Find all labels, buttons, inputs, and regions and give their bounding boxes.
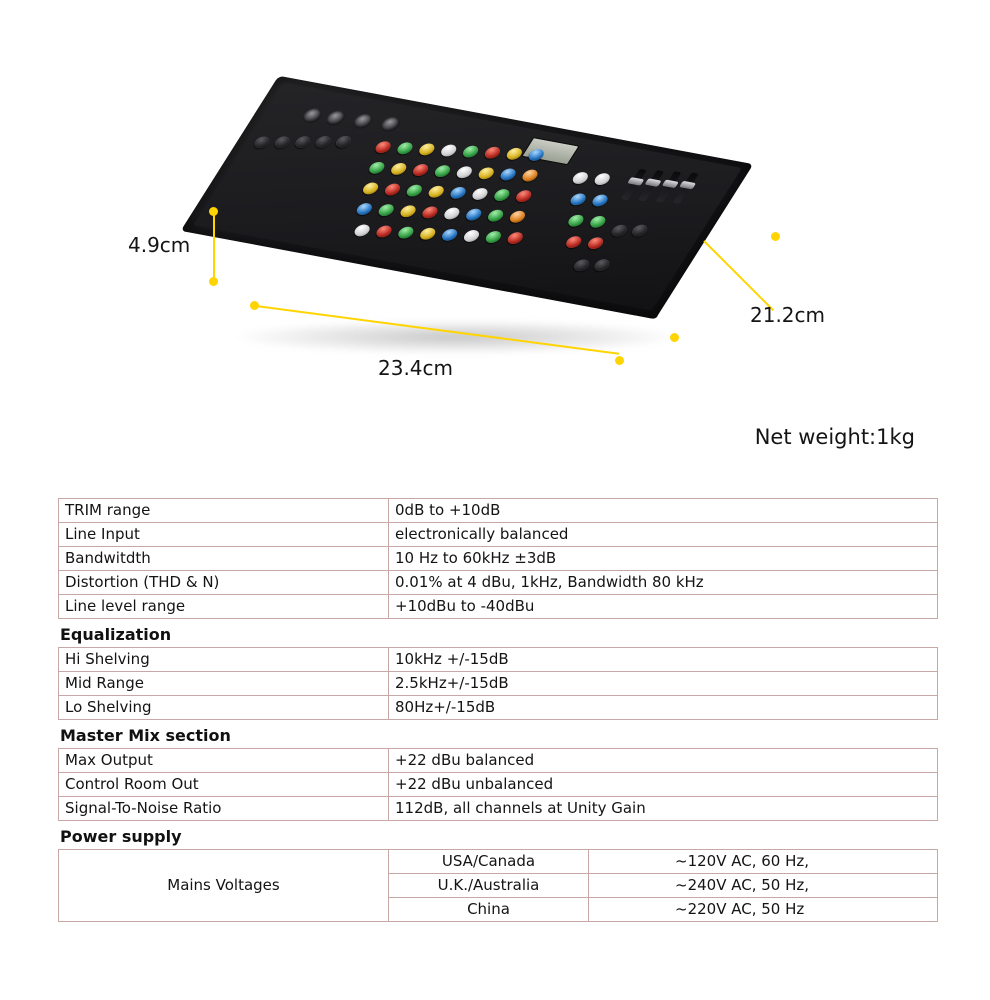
dim-endpoint: [771, 232, 780, 241]
power-region: USA/Canada: [389, 850, 589, 874]
spec-value: 0dB to +10dB: [389, 499, 938, 523]
specifications: [58, 498, 938, 922]
spec-value: 10 Hz to 60kHz ±3dB: [389, 547, 938, 571]
rotary-knob: [252, 136, 272, 150]
table-row: [59, 648, 938, 672]
dim-depth-label: 21.2cm: [750, 303, 826, 327]
spec-value: electronically balanced: [389, 523, 938, 547]
table-row: [59, 773, 938, 797]
dim-endpoint: [615, 356, 624, 365]
spec-value: 2.5kHz+/-15dB: [389, 672, 938, 696]
spec-key: Line Input: [59, 523, 389, 547]
mains-voltages-label: Mains Voltages: [59, 850, 389, 922]
xlr-jack: [378, 116, 403, 133]
rotary-knob: [454, 165, 474, 179]
mixer-face-plate: [193, 83, 742, 311]
spec-value: 10kHz +/-15dB: [389, 648, 938, 672]
table-row: [59, 672, 938, 696]
general-spec-table: [58, 498, 938, 619]
rotary-knob: [313, 135, 333, 149]
rotary-knob: [566, 214, 586, 228]
equalization-heading: Equalization: [60, 625, 172, 644]
rotary-knob: [460, 145, 480, 159]
rotary-knob: [432, 164, 452, 178]
rotary-knob: [470, 187, 490, 201]
rotary-knob: [485, 209, 505, 223]
rotary-knob: [374, 225, 394, 239]
spec-key: Max Output: [59, 749, 389, 773]
spec-value: +22 dBu balanced: [389, 749, 938, 773]
rotary-knob: [588, 215, 608, 229]
master-mix-heading: Master Mix section: [60, 726, 231, 745]
rotary-knob: [410, 163, 430, 177]
dim-height-line: [213, 212, 215, 280]
rotary-knob: [388, 162, 408, 176]
rotary-knob: [483, 230, 503, 244]
rotary-knob: [568, 192, 588, 206]
table-row: [59, 797, 938, 821]
spec-key: Lo Shelving: [59, 696, 389, 720]
spec-key: Distortion (THD & N): [59, 571, 389, 595]
xlr-jack: [323, 109, 348, 126]
spec-value: 0.01% at 4 dBu, 1kHz, Bandwidth 80 kHz: [389, 571, 938, 595]
table-row: [59, 523, 938, 547]
rotary-knob: [570, 171, 590, 185]
net-weight-label: Net weight:1kg: [754, 425, 915, 449]
rotary-knob: [442, 207, 462, 221]
mixer-top-panel: [181, 76, 754, 319]
rotary-knob: [571, 258, 591, 272]
table-row: [59, 547, 938, 571]
rotary-knob: [293, 135, 313, 149]
dim-width-label: 23.4cm: [378, 356, 454, 380]
table-row: [59, 696, 938, 720]
dim-height-label: 4.9cm: [128, 233, 191, 257]
rotary-knob: [373, 140, 393, 154]
master-mix-spec-table: [58, 748, 938, 821]
rotary-knob: [376, 203, 396, 217]
rotary-knob: [463, 208, 483, 222]
rotary-knob: [526, 148, 546, 162]
rotary-knob: [398, 204, 418, 218]
spec-value: +22 dBu unbalanced: [389, 773, 938, 797]
xlr-jack: [350, 113, 375, 130]
power-value: ~220V AC, 50 Hz: [589, 898, 938, 922]
rotary-knob: [360, 181, 380, 195]
rotary-knob: [404, 184, 424, 198]
rotary-knob: [352, 223, 372, 237]
rotary-knob: [418, 227, 438, 241]
table-row: [59, 850, 938, 874]
table-row: [59, 595, 938, 619]
table-row: [59, 571, 938, 595]
rotary-knob: [417, 142, 437, 156]
dim-endpoint: [670, 333, 679, 342]
rotary-knob: [476, 166, 496, 180]
rotary-knob: [382, 183, 402, 197]
power-value: ~120V AC, 60 Hz,: [589, 850, 938, 874]
rotary-knob: [272, 135, 292, 149]
xlr-jack: [300, 107, 325, 124]
rotary-knob: [439, 144, 459, 158]
rotary-knob: [492, 188, 512, 202]
spec-key: Signal-To-Noise Ratio: [59, 797, 389, 821]
rotary-knob: [629, 224, 649, 238]
power-supply-heading: Power supply: [60, 827, 182, 846]
spec-key: Mid Range: [59, 672, 389, 696]
audio-mixer-photo: [232, 110, 752, 360]
rotary-knob: [396, 226, 416, 240]
rotary-knob: [592, 172, 612, 186]
spec-key: Hi Shelving: [59, 648, 389, 672]
rotary-knob: [482, 146, 502, 160]
rotary-knob: [504, 147, 524, 161]
spec-key: Line level range: [59, 595, 389, 619]
power-region: China: [389, 898, 589, 922]
rotary-knob: [585, 236, 605, 250]
rotary-knob: [439, 228, 459, 242]
rotary-knob: [448, 186, 468, 200]
spec-key: Bandwitdth: [59, 547, 389, 571]
rotary-knob: [590, 193, 610, 207]
rotary-knob: [520, 169, 540, 183]
power-region: U.K./Australia: [389, 874, 589, 898]
rotary-knob: [609, 224, 629, 238]
rotary-knob: [563, 235, 583, 249]
spec-key: Control Room Out: [59, 773, 389, 797]
spec-value: 112dB, all channels at Unity Gain: [389, 797, 938, 821]
rotary-knob: [426, 185, 446, 199]
spec-key: TRIM range: [59, 499, 389, 523]
power-supply-table: [58, 849, 938, 922]
table-row: [59, 499, 938, 523]
rotary-knob: [367, 161, 387, 175]
rotary-knob: [592, 258, 612, 272]
rotary-knob: [333, 135, 353, 149]
mixer-control-grid: [229, 105, 711, 304]
spec-value: 80Hz+/-15dB: [389, 696, 938, 720]
rotary-knob: [461, 229, 481, 243]
equalization-spec-table: [58, 647, 938, 720]
spec-value: +10dBu to -40dBu: [389, 595, 938, 619]
rotary-knob: [507, 210, 527, 224]
rotary-knob: [498, 167, 518, 181]
rotary-knob: [420, 205, 440, 219]
power-value: ~240V AC, 50 Hz,: [589, 874, 938, 898]
rotary-knob: [354, 202, 374, 216]
rotary-knob: [395, 141, 415, 155]
rotary-knob: [505, 231, 525, 245]
table-row: [59, 749, 938, 773]
rotary-knob: [514, 189, 534, 203]
product-illustration: [0, 0, 990, 470]
dim-endpoint: [209, 277, 218, 286]
